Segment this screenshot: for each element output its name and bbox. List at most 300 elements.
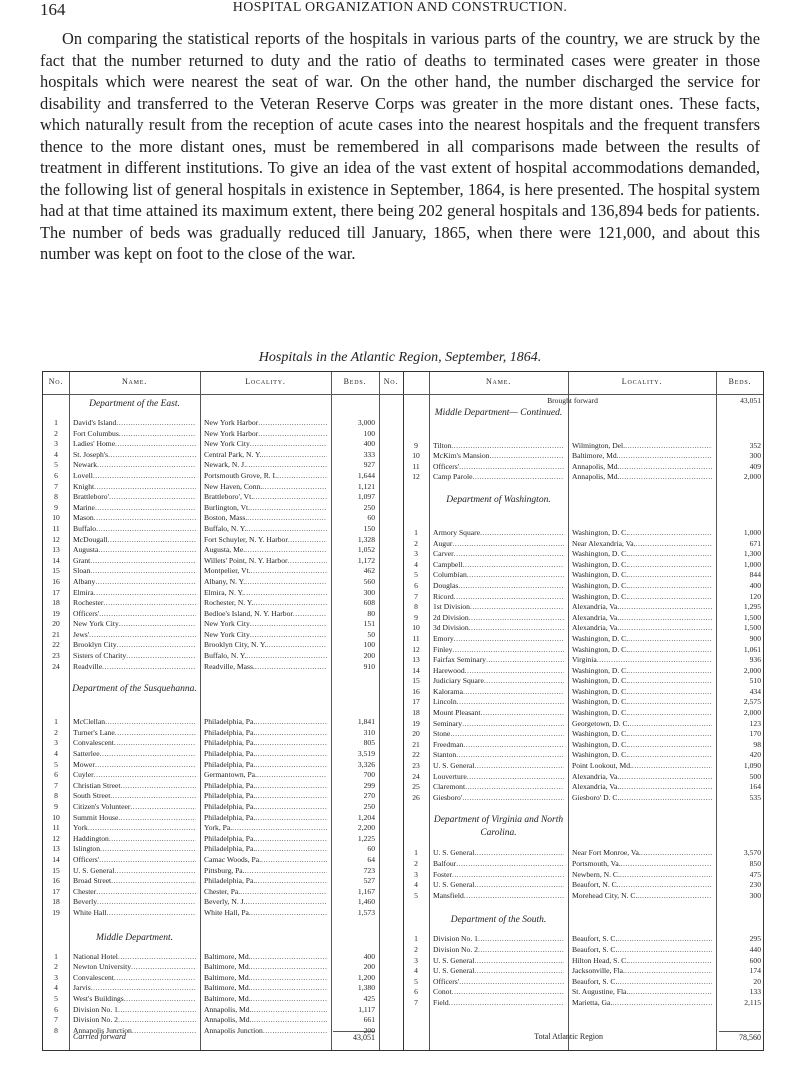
row-number: 5 bbox=[414, 976, 418, 986]
left-row bbox=[43, 1005, 379, 1016]
hospital-beds: 1,500 bbox=[743, 623, 761, 633]
right-row bbox=[403, 998, 765, 1009]
left-row bbox=[43, 429, 379, 440]
left-row bbox=[43, 439, 379, 450]
hospital-name: Foster ..... bbox=[433, 870, 564, 881]
hospital-name: Officers' ..... bbox=[433, 462, 564, 473]
hospital-name: Elmira ..... bbox=[73, 588, 196, 599]
hospital-locality: New York City ..... bbox=[204, 439, 327, 450]
row-number: 22 bbox=[52, 640, 60, 650]
hospital-name: Readville ..... bbox=[73, 662, 196, 673]
hospital-name: South Street ..... bbox=[73, 791, 196, 802]
hospital-beds: 500 bbox=[749, 771, 761, 781]
hospital-beds: 1,052 bbox=[357, 545, 375, 555]
row-number: 17 bbox=[52, 587, 60, 597]
hospital-beds: 661 bbox=[363, 1015, 375, 1025]
hospital-locality: Readville, Mass. ..... bbox=[204, 662, 327, 673]
row-number: 5 bbox=[414, 570, 418, 580]
right-row bbox=[403, 666, 765, 677]
hospital-locality: Giesboro' D. C. ..... bbox=[572, 793, 712, 804]
hospital-beds: 150 bbox=[363, 523, 375, 533]
hospital-beds: 170 bbox=[749, 729, 761, 739]
hospital-beds: 850 bbox=[749, 859, 761, 868]
hospital-locality: Baltimore, Md. ..... bbox=[204, 994, 327, 1005]
hospital-locality: Alexandria, Va. ..... bbox=[572, 782, 712, 793]
right-row bbox=[403, 729, 765, 740]
hospital-locality: Buffalo, N. Y. ..... bbox=[204, 524, 327, 535]
row-number: 16 bbox=[412, 686, 420, 696]
hospital-locality: Rochester, N. Y. ..... bbox=[204, 598, 327, 609]
carried-forward-row bbox=[43, 1031, 379, 1043]
row-number: 2 bbox=[414, 538, 418, 548]
hospital-locality: Point Lookout, Md. ..... bbox=[572, 761, 712, 772]
section-title: Middle Department— Continued. bbox=[434, 407, 563, 418]
hospital-beds: 1,500 bbox=[743, 612, 761, 622]
hospital-name: David's Island ..... bbox=[73, 418, 196, 429]
row-number: 1 bbox=[414, 848, 418, 858]
section-title: Department of Virginia and North Carolina. bbox=[433, 815, 564, 839]
hospital-name: Balfour ..... bbox=[433, 859, 564, 870]
hospital-beds: 20 bbox=[753, 976, 761, 986]
hospital-locality: Baltimore, Md. ..... bbox=[204, 952, 327, 963]
hospital-locality: Georgetown, D. C. ..... bbox=[572, 719, 712, 730]
hospital-locality: Virginia ..... bbox=[572, 655, 712, 666]
left-row bbox=[43, 855, 379, 866]
right-row bbox=[403, 761, 765, 772]
section-gap bbox=[43, 672, 379, 683]
hospital-locality: White Hall, Pa. ..... bbox=[204, 908, 327, 919]
hospital-name: Seminary ..... bbox=[433, 719, 564, 730]
hospital-locality: Philadelphia, Pa. ..... bbox=[204, 728, 327, 739]
hospital-beds: 1,300 bbox=[743, 549, 761, 559]
hospital-locality: Washington, D. C. ..... bbox=[572, 645, 712, 656]
row-number: 2 bbox=[54, 428, 58, 438]
hospital-name: Convalescent ..... bbox=[73, 738, 196, 749]
row-number: 5 bbox=[54, 759, 58, 769]
hospital-locality: Washington, D. C. ..... bbox=[572, 570, 712, 581]
hospital-name: Convalescent ..... bbox=[73, 973, 196, 984]
hospital-beds: 910 bbox=[363, 661, 375, 671]
hospital-name: Douglas ..... bbox=[433, 581, 564, 592]
right-row bbox=[403, 645, 765, 656]
hospital-locality: Beaufort, S. C. ..... bbox=[572, 945, 712, 956]
row-number: 15 bbox=[52, 566, 60, 576]
hospital-beds: 300 bbox=[363, 587, 375, 597]
row-number: 23 bbox=[412, 761, 420, 771]
hospital-locality: Washington, D. C. ..... bbox=[572, 592, 712, 603]
right-row bbox=[403, 966, 765, 977]
hospital-beds: 352 bbox=[749, 440, 761, 450]
hospital-locality: Augusta, Me. ..... bbox=[204, 545, 327, 556]
hospital-beds: 1,460 bbox=[357, 897, 375, 907]
hospital-beds: 100 bbox=[363, 428, 375, 438]
row-number: 19 bbox=[52, 907, 60, 917]
hospital-beds: 510 bbox=[749, 676, 761, 686]
hospital-name: Brattleboro' ..... bbox=[73, 492, 196, 503]
hospital-locality: Chester, Pa. ..... bbox=[204, 887, 327, 898]
row-number: 4 bbox=[414, 880, 418, 890]
row-number: 13 bbox=[52, 844, 60, 854]
hospital-locality: Baltimore, Md. ..... bbox=[204, 973, 327, 984]
hospital-beds: 2,115 bbox=[744, 997, 761, 1007]
hospital-beds: 600 bbox=[749, 955, 761, 965]
hospital-beds: 2,575 bbox=[743, 697, 761, 707]
hospital-locality: Beverly, N. J. ..... bbox=[204, 897, 327, 908]
row-number: 6 bbox=[54, 1004, 58, 1014]
hospital-name: Chester ..... bbox=[73, 887, 196, 898]
hospital-name: Fort Columbus ..... bbox=[73, 429, 196, 440]
hospital-name: Mount Pleasant ..... bbox=[433, 708, 564, 719]
row-number: 7 bbox=[54, 481, 58, 491]
hospital-name: Conot ..... bbox=[433, 987, 564, 998]
hospital-name: Claremont ..... bbox=[433, 782, 564, 793]
hospital-locality: Marietta, Ga. ..... bbox=[572, 998, 712, 1009]
row-number: 14 bbox=[52, 854, 60, 864]
row-number: 18 bbox=[52, 598, 60, 608]
hospital-name: Division No. 1 ..... bbox=[73, 1005, 196, 1016]
hospital-locality: Washington, D. C. ..... bbox=[572, 666, 712, 677]
hospital-name: Lovell ..... bbox=[73, 471, 196, 482]
hospital-beds: 1,121 bbox=[357, 481, 375, 491]
row-number: 10 bbox=[52, 513, 60, 523]
hospital-name: Division No. 1 ..... bbox=[433, 934, 564, 945]
hospital-name: Tilton ..... bbox=[433, 441, 564, 452]
hospital-name: U. S. General ..... bbox=[73, 866, 196, 877]
row-number: 3 bbox=[414, 869, 418, 879]
row-number: 21 bbox=[412, 739, 420, 749]
row-number: 7 bbox=[414, 591, 418, 601]
hospital-beds: 1,117 bbox=[358, 1004, 375, 1014]
row-number: 3 bbox=[54, 972, 58, 982]
hospital-beds: 333 bbox=[363, 449, 375, 459]
right-row bbox=[403, 956, 765, 967]
hospital-locality: Portsmouth Grove, R. I. ..... bbox=[204, 471, 327, 482]
left-row bbox=[43, 749, 379, 760]
hospital-locality: New Haven, Conn. ..... bbox=[204, 482, 327, 493]
hospital-beds: 3,570 bbox=[743, 848, 761, 858]
hospital-beds: 250 bbox=[363, 502, 375, 512]
right-row bbox=[403, 870, 765, 881]
hospital-beds: 1,380 bbox=[357, 983, 375, 993]
hospital-name: Newton University ..... bbox=[73, 962, 196, 973]
header-name-left: Name. bbox=[121, 377, 148, 386]
hospital-name: Judiciary Square ..... bbox=[433, 676, 564, 687]
hospital-beds: 299 bbox=[363, 780, 375, 790]
carried-forward-beds: 43,051 bbox=[333, 1031, 375, 1044]
hospital-beds: 1,090 bbox=[743, 761, 761, 771]
hospital-locality: Baltimore, Md. ..... bbox=[572, 451, 712, 462]
hospital-name: Mason ..... bbox=[73, 513, 196, 524]
header-no-left: No. bbox=[48, 377, 64, 386]
brought-forward-beds: 43,051 bbox=[740, 396, 761, 405]
right-row bbox=[403, 859, 765, 870]
hospital-name: White Hall ..... bbox=[73, 908, 196, 919]
row-number: 11 bbox=[412, 461, 420, 471]
row-number: 17 bbox=[412, 697, 420, 707]
left-row bbox=[43, 844, 379, 855]
hospital-locality: Beaufort, N. C. ..... bbox=[572, 880, 712, 891]
row-number: 16 bbox=[52, 576, 60, 586]
right-row bbox=[403, 560, 765, 571]
hospital-name: Jews' ..... bbox=[73, 630, 196, 641]
hospital-name: Turner's Lane ..... bbox=[73, 728, 196, 739]
row-number: 19 bbox=[52, 608, 60, 618]
row-number: 9 bbox=[414, 440, 418, 450]
hospital-locality: Brooklyn City, N. Y. ..... bbox=[204, 640, 327, 651]
hospital-beds: 60 bbox=[367, 844, 375, 854]
left-row bbox=[43, 994, 379, 1005]
header-locality-right: Locality. bbox=[621, 377, 663, 386]
hospital-beds: 250 bbox=[363, 802, 375, 811]
row-number: 2 bbox=[414, 859, 418, 868]
row-number: 5 bbox=[54, 460, 58, 470]
hospital-name: Summit House ..... bbox=[73, 813, 196, 824]
body-paragraph: On comparing the statistical reports of the hospitals in various parts of the country, we are struck by the fact that the number returned to duty and the ratio of deaths to terminated cases were greater in those hospitals which were nearest the seat of war. On the other hand, the number discharged the service for disability and transferred to the Veteran Reserve Corps was greater in the more distant ones. These facts, which naturally result from the reception of acute cases into the nearest hospitals and the frequent transfers thence to the more distant ones, must be remembered in all comparisons made between the results of treatment in different institutions. To give an idea of the vast extent of hospital accommodations demanded, the following list of general hospitals in existence in September, 1864, is here presented. The hospital system had at that time attained its maximum extent, there being 202 general hospitals and 136,894 beds for patients. The number of beds was gradually reduced till January, 1865, when there were 121,000, and about this number was kept on foot to the close of the war. bbox=[40, 29, 760, 263]
hospital-name: Ladies' Home ..... bbox=[73, 439, 196, 450]
total-beds: 78,560 bbox=[719, 1031, 761, 1044]
hospital-name: Sloan ..... bbox=[73, 566, 196, 577]
hospitals-table bbox=[42, 371, 764, 1051]
hospital-locality: Baltimore, Md. ..... bbox=[204, 962, 327, 973]
row-number: 12 bbox=[52, 833, 60, 843]
hospital-beds: 1,841 bbox=[357, 717, 375, 727]
right-row bbox=[403, 676, 765, 687]
hospital-name: Islington ..... bbox=[73, 844, 196, 855]
hospital-locality: Philadelphia, Pa. ..... bbox=[204, 844, 327, 855]
hospital-locality: Central Park, N. Y. ..... bbox=[204, 450, 327, 461]
hospital-locality: York, Pa. ..... bbox=[204, 823, 327, 834]
hospital-beds: 527 bbox=[363, 876, 375, 886]
right-row bbox=[403, 793, 765, 804]
right-row bbox=[403, 549, 765, 560]
row-number: 7 bbox=[54, 780, 58, 790]
brought-forward-label: Brought forward bbox=[547, 396, 598, 405]
row-number: 2 bbox=[414, 944, 418, 954]
hospital-beds: 700 bbox=[363, 770, 375, 780]
right-row bbox=[403, 613, 765, 624]
row-number: 18 bbox=[52, 897, 60, 907]
header-beds-left: Beds. bbox=[343, 377, 367, 386]
hospital-locality: Philadelphia, Pa. ..... bbox=[204, 813, 327, 824]
hospital-beds: 151 bbox=[363, 619, 375, 629]
hospital-beds: 400 bbox=[363, 439, 375, 449]
hospital-locality: New York City ..... bbox=[204, 630, 327, 641]
header-beds-right: Beds. bbox=[728, 377, 752, 386]
hospital-locality: Boston, Mass. ..... bbox=[204, 513, 327, 524]
row-number: 8 bbox=[54, 492, 58, 502]
row-number: 10 bbox=[52, 812, 60, 822]
left-row bbox=[43, 728, 379, 739]
right-row bbox=[403, 848, 765, 859]
row-number: 3 bbox=[54, 439, 58, 449]
hospital-beds: 1,328 bbox=[357, 534, 375, 544]
left-row bbox=[43, 717, 379, 728]
right-row bbox=[403, 719, 765, 730]
hospital-beds: 1,097 bbox=[357, 492, 375, 502]
hospital-locality: Washington, D. C. ..... bbox=[572, 676, 712, 687]
right-row bbox=[403, 472, 765, 483]
hospital-beds: 200 bbox=[363, 1025, 375, 1035]
row-number: 12 bbox=[412, 644, 420, 654]
hospital-name: Marine ..... bbox=[73, 503, 196, 514]
left-row bbox=[43, 887, 379, 898]
hospital-name: Beverly ..... bbox=[73, 897, 196, 908]
hospital-locality: Washington, D. C. ..... bbox=[572, 740, 712, 751]
right-row bbox=[403, 782, 765, 793]
hospital-beds: 608 bbox=[363, 598, 375, 608]
row-number: 3 bbox=[54, 738, 58, 748]
hospital-beds: 434 bbox=[749, 686, 761, 696]
left-row bbox=[43, 802, 379, 813]
hospital-name: Haddington ..... bbox=[73, 834, 196, 845]
hospital-name: Stanton ..... bbox=[433, 750, 564, 761]
row-number: 14 bbox=[412, 665, 420, 675]
hospital-beds: 936 bbox=[749, 655, 761, 665]
hospital-name: U. S. General ..... bbox=[433, 956, 564, 967]
hospital-locality: Baltimore, Md. ..... bbox=[204, 983, 327, 994]
hospital-locality: Philadelphia, Pa. ..... bbox=[204, 802, 327, 813]
row-number: 24 bbox=[412, 771, 420, 781]
hospital-name: U. S. General ..... bbox=[433, 761, 564, 772]
left-row bbox=[43, 619, 379, 630]
left-row bbox=[43, 545, 379, 556]
left-row bbox=[43, 588, 379, 599]
hospital-locality: Annapolis, Md. ..... bbox=[572, 472, 712, 483]
section-title: Middle Department. bbox=[95, 932, 174, 943]
running-title: HOSPITAL ORGANIZATION AND CONSTRUCTION. bbox=[232, 0, 568, 15]
hospital-beds: 844 bbox=[749, 570, 761, 580]
right-row bbox=[403, 451, 765, 462]
hospital-locality: Washington, D. C. ..... bbox=[572, 729, 712, 740]
row-number: 10 bbox=[412, 623, 420, 633]
hospital-name: Campbell ..... bbox=[433, 560, 564, 571]
row-number: 19 bbox=[412, 718, 420, 728]
row-number: 7 bbox=[54, 1015, 58, 1025]
hospital-locality: Willets' Point, N. Y. Harbor ..... bbox=[204, 556, 327, 567]
hospital-locality: St. Augustine, Fla. ..... bbox=[572, 987, 712, 998]
row-number: 18 bbox=[412, 708, 420, 718]
hospital-locality: Washington, D. C. ..... bbox=[572, 708, 712, 719]
hospital-name: Columbian ..... bbox=[433, 570, 564, 581]
hospital-name: Augur ..... bbox=[433, 539, 564, 550]
hospital-beds: 1,644 bbox=[357, 470, 375, 480]
left-row bbox=[43, 651, 379, 662]
hospital-beds: 927 bbox=[363, 460, 375, 470]
section-title: Department of the Susquehanna. bbox=[72, 684, 197, 695]
hospital-name: Brooklyn City ..... bbox=[73, 640, 196, 651]
hospital-locality: Philadelphia, Pa. ..... bbox=[204, 717, 327, 728]
hospital-locality: Washington, D. C. ..... bbox=[572, 528, 712, 539]
hospital-locality: Wilmington, Del. ..... bbox=[572, 441, 712, 452]
left-row bbox=[43, 598, 379, 609]
row-number: 1 bbox=[54, 951, 58, 961]
brought-forward-row bbox=[403, 396, 765, 407]
hospital-name: Harewood ..... bbox=[433, 666, 564, 677]
hospital-locality: Alexandria, Va. ..... bbox=[572, 602, 712, 613]
hospital-locality: New York Harbor ..... bbox=[204, 418, 327, 429]
row-number: 16 bbox=[52, 876, 60, 886]
left-row bbox=[43, 791, 379, 802]
right-row bbox=[403, 750, 765, 761]
right-row bbox=[403, 687, 765, 698]
hospital-locality: Morehead City, N. C. ..... bbox=[572, 891, 712, 902]
left-row bbox=[43, 418, 379, 429]
row-number: 5 bbox=[54, 993, 58, 1003]
hospital-beds: 475 bbox=[749, 869, 761, 879]
row-number: 4 bbox=[54, 983, 58, 993]
hospital-name: Citizen's Volunteer ..... bbox=[73, 802, 196, 813]
left-row bbox=[43, 524, 379, 535]
hospital-name: Officers' ..... bbox=[73, 609, 196, 620]
row-number: 12 bbox=[412, 472, 420, 482]
hospital-locality: Washington, D. C. ..... bbox=[572, 634, 712, 645]
left-row bbox=[43, 952, 379, 963]
hospital-beds: 1,061 bbox=[743, 644, 761, 654]
hospital-locality: New York City ..... bbox=[204, 619, 327, 630]
hospital-name: Sisters of Charity ..... bbox=[73, 651, 196, 662]
hospital-beds: 900 bbox=[749, 633, 761, 643]
header-no-right: No. bbox=[383, 377, 399, 386]
left-row bbox=[43, 781, 379, 792]
hospital-name: St. Joseph's ..... bbox=[73, 450, 196, 461]
hospital-beds: 440 bbox=[749, 944, 761, 954]
hospital-locality: Philadelphia, Pa. ..... bbox=[204, 791, 327, 802]
hospital-name: Officers' ..... bbox=[73, 855, 196, 866]
row-number: 21 bbox=[52, 629, 60, 639]
hospital-locality: Alexandria, Va. ..... bbox=[572, 623, 712, 634]
hospital-beds: 400 bbox=[363, 951, 375, 961]
row-number: 15 bbox=[412, 676, 420, 686]
row-number: 9 bbox=[54, 802, 58, 811]
hospital-name: Knight ..... bbox=[73, 482, 196, 493]
section-gap bbox=[403, 483, 765, 494]
row-number: 11 bbox=[52, 823, 60, 833]
hospital-locality: Annapolis Junction ..... bbox=[204, 1026, 327, 1037]
hospital-locality: Near Alexandria, Va. ..... bbox=[572, 539, 712, 550]
hospital-locality: Annapolis, Md. ..... bbox=[572, 462, 712, 473]
left-row bbox=[43, 482, 379, 493]
hospital-beds: 462 bbox=[363, 566, 375, 576]
row-number: 20 bbox=[412, 729, 420, 739]
row-number: 8 bbox=[414, 602, 418, 612]
left-row bbox=[43, 876, 379, 887]
row-number: 4 bbox=[414, 966, 418, 976]
left-row bbox=[43, 556, 379, 567]
hospital-name: Stone ..... bbox=[433, 729, 564, 740]
hospital-locality: Montpelier, Vt. ..... bbox=[204, 566, 327, 577]
hospital-locality: Bedloe's Island, N. Y. Harbor ..... bbox=[204, 609, 327, 620]
hospital-name: McDougall ..... bbox=[73, 535, 196, 546]
hospital-beds: 560 bbox=[363, 576, 375, 586]
left-row bbox=[43, 1015, 379, 1026]
row-number: 6 bbox=[414, 580, 418, 590]
row-number: 4 bbox=[54, 449, 58, 459]
hospital-locality: Newark, N. J. ..... bbox=[204, 460, 327, 471]
row-number: 14 bbox=[52, 555, 60, 565]
row-number: 1 bbox=[54, 717, 58, 727]
section-gap bbox=[403, 901, 765, 912]
hospital-name: Ricord ..... bbox=[433, 592, 564, 603]
right-row bbox=[403, 977, 765, 988]
hospital-name: 1st Division ..... bbox=[433, 602, 564, 613]
left-row bbox=[43, 492, 379, 503]
hospital-beds: 100 bbox=[363, 640, 375, 650]
hospital-locality: Philadelphia, Pa. ..... bbox=[204, 749, 327, 760]
hospital-name: Buffalo ..... bbox=[73, 524, 196, 535]
hospital-beds: 98 bbox=[753, 739, 761, 749]
row-number: 1 bbox=[414, 527, 418, 537]
row-number: 25 bbox=[412, 782, 420, 792]
